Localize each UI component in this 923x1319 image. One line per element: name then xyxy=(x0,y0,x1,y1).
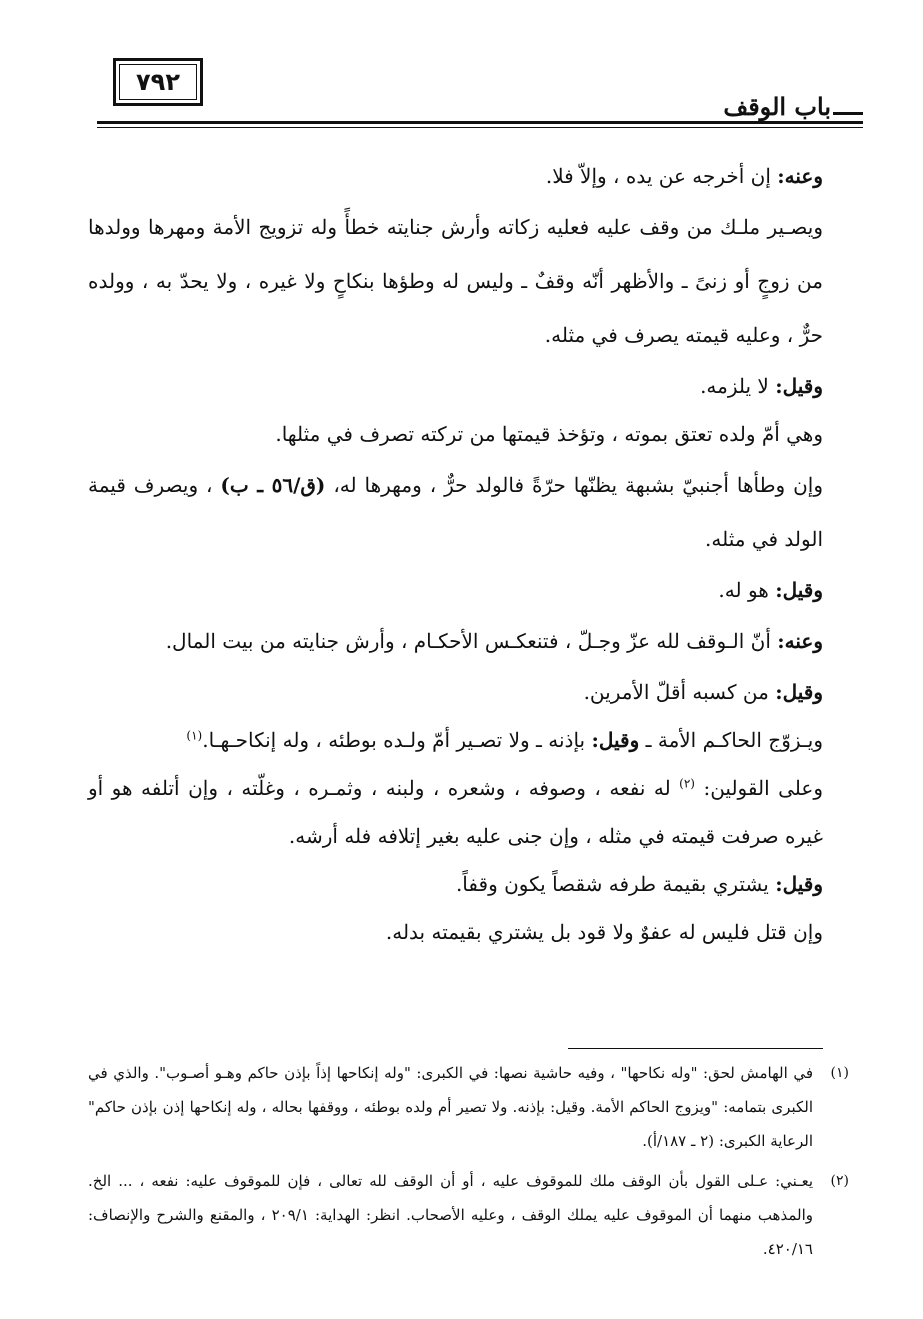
paragraph-text: ويصـير ملـك من وقف عليه فعليه زكاته وأرش جنايته خطأً وله تزويج الأمة ومهرها وولدها من زوجٍ أو زنىً ـ والأظهر أنّه وقفٌ ـ وليس له وطؤها بنكاحٍ ولا غيره ، ولا يحدّ به ، وولده حرٌّ ، وعليه قيمته يصرف في مثله. xyxy=(88,215,823,347)
paragraph-3 xyxy=(88,362,823,410)
paragraph-text: لا يلزمه. xyxy=(700,374,776,398)
paragraph-6 xyxy=(88,566,823,614)
manuscript-reference: (ق/٥٦ ـ ب) xyxy=(220,473,326,497)
label-wa-qila: وقيل: xyxy=(775,374,823,398)
title-dash xyxy=(833,112,863,115)
footnote-2 xyxy=(88,1164,849,1266)
paragraph-7 xyxy=(88,614,823,668)
paragraph-text: يشتري بقيمة طرفه شقصاً يكون وقفاً. xyxy=(455,872,776,896)
paragraph-text: وإن وطأها أجنبيّ بشبهة يظنّها حرّةً فالولد حرٌّ ، ومهرها له، xyxy=(325,473,823,497)
label-wa-anhu: وعنه: xyxy=(777,629,823,653)
paragraph-text: إن أخرجه عن يده ، وإلاّ فلا. xyxy=(545,164,778,188)
paragraph-text: أنّ الـوقف لله عزّ وجـلّ ، فتنعكـس الأحكـام ، وأرش جنايته من بيت المال. xyxy=(165,629,778,653)
paragraph-text: وإن قتل فليس له عفوٌ ولا قود بل يشتري بقيمته بدله. xyxy=(385,920,823,944)
chapter-title: باب الوقف xyxy=(723,92,831,121)
footnote-text: يعـني: عـلى القول بأن الوقف ملك للموقوف عليه ، أو أن الوقف لله تعالى ، فإن للموقوف عليه: نفعه ، ... الخ. والمذهب منهما أن الموقوف عليه يملك الوقف ، وعليه الأصحاب. انظر: الهداية: ٢٠٩/١ ، والمقنع والشرح والإنصاف: ٤٢٠/١٦. xyxy=(88,1172,813,1258)
label-wa-qila: وقيل: xyxy=(775,872,823,896)
paragraph-text: ، ويصرف قيمة الولد في مثله. xyxy=(88,473,823,551)
paragraph-4 xyxy=(88,410,823,458)
paragraph-text: من كسبه أقلّ الأمرين. xyxy=(583,680,776,704)
page-number: ٧٩٢ xyxy=(136,68,180,96)
footnote-1 xyxy=(88,1056,849,1158)
label-wa-qila: وقيل: xyxy=(775,680,823,704)
paragraph-text: وهي أمّ ولده تعتق بموته ، وتؤخذ قيمتها من تركته تصرف في مثلها. xyxy=(275,422,823,446)
page-number-box xyxy=(113,58,203,106)
footnote-marker[interactable]: (٢) xyxy=(679,776,695,791)
paragraph-2 xyxy=(88,200,823,362)
label-wa-qila: وقيل: xyxy=(591,728,640,752)
footnote-number: (٢) xyxy=(830,1173,849,1189)
paragraph-11 xyxy=(88,860,823,908)
paragraph-text: بإذنه ـ ولا تصـير أمّ ولـده بوطئه ، وله إنكاحـهـا. xyxy=(202,728,592,752)
footnote-separator xyxy=(568,1048,823,1049)
paragraph-text: له نفعه ، وصوفه ، وشعره ، ولبنه ، وثمـره ، وغلّته ، وإن أتلفه هو أو غيره صرفت قيمته في مثله ، وإن جنى عليه بغير إتلافه فله أرشه. xyxy=(88,776,823,848)
footnote-text: في الهامش لحق: "وله نكاحها" ، وفيه حاشية نصها: في الكبرى: "وله إنكاحها إذاً بإذن حاكم وهـو أصـوب". والذي في الكبرى بتمامه: "ويزوج الحاكم الأمة. وقيل: بإذنه. ولا تصير أم ولده بوطئه ، ووقفها بحاله ، وله إنكاحها إذن بإذن حاكم" الرعاية الكبرى: (٢ ـ ١٨٧/أ). xyxy=(88,1064,813,1150)
paragraph-text: هو له. xyxy=(718,578,776,602)
paragraph-text: وعلى القولين: xyxy=(694,776,823,800)
footnote-marker[interactable]: (١) xyxy=(186,728,203,743)
paragraph-10 xyxy=(88,764,823,860)
header-rule-thin xyxy=(97,127,863,128)
paragraph-5 xyxy=(88,458,823,566)
footnotes xyxy=(88,1056,849,1272)
footnote-number: (١) xyxy=(830,1065,849,1081)
label-wa-anhu: وعنه: xyxy=(777,164,823,188)
paragraph-1 xyxy=(88,152,823,200)
paragraph-text: ويـزوّج الحاكـم الأمة ـ xyxy=(639,728,823,752)
main-text xyxy=(88,152,823,956)
paragraph-12 xyxy=(88,908,823,956)
label-wa-qila: وقيل: xyxy=(775,578,823,602)
paragraph-8 xyxy=(88,668,823,716)
paragraph-9 xyxy=(88,716,823,764)
header-rule xyxy=(97,121,863,124)
